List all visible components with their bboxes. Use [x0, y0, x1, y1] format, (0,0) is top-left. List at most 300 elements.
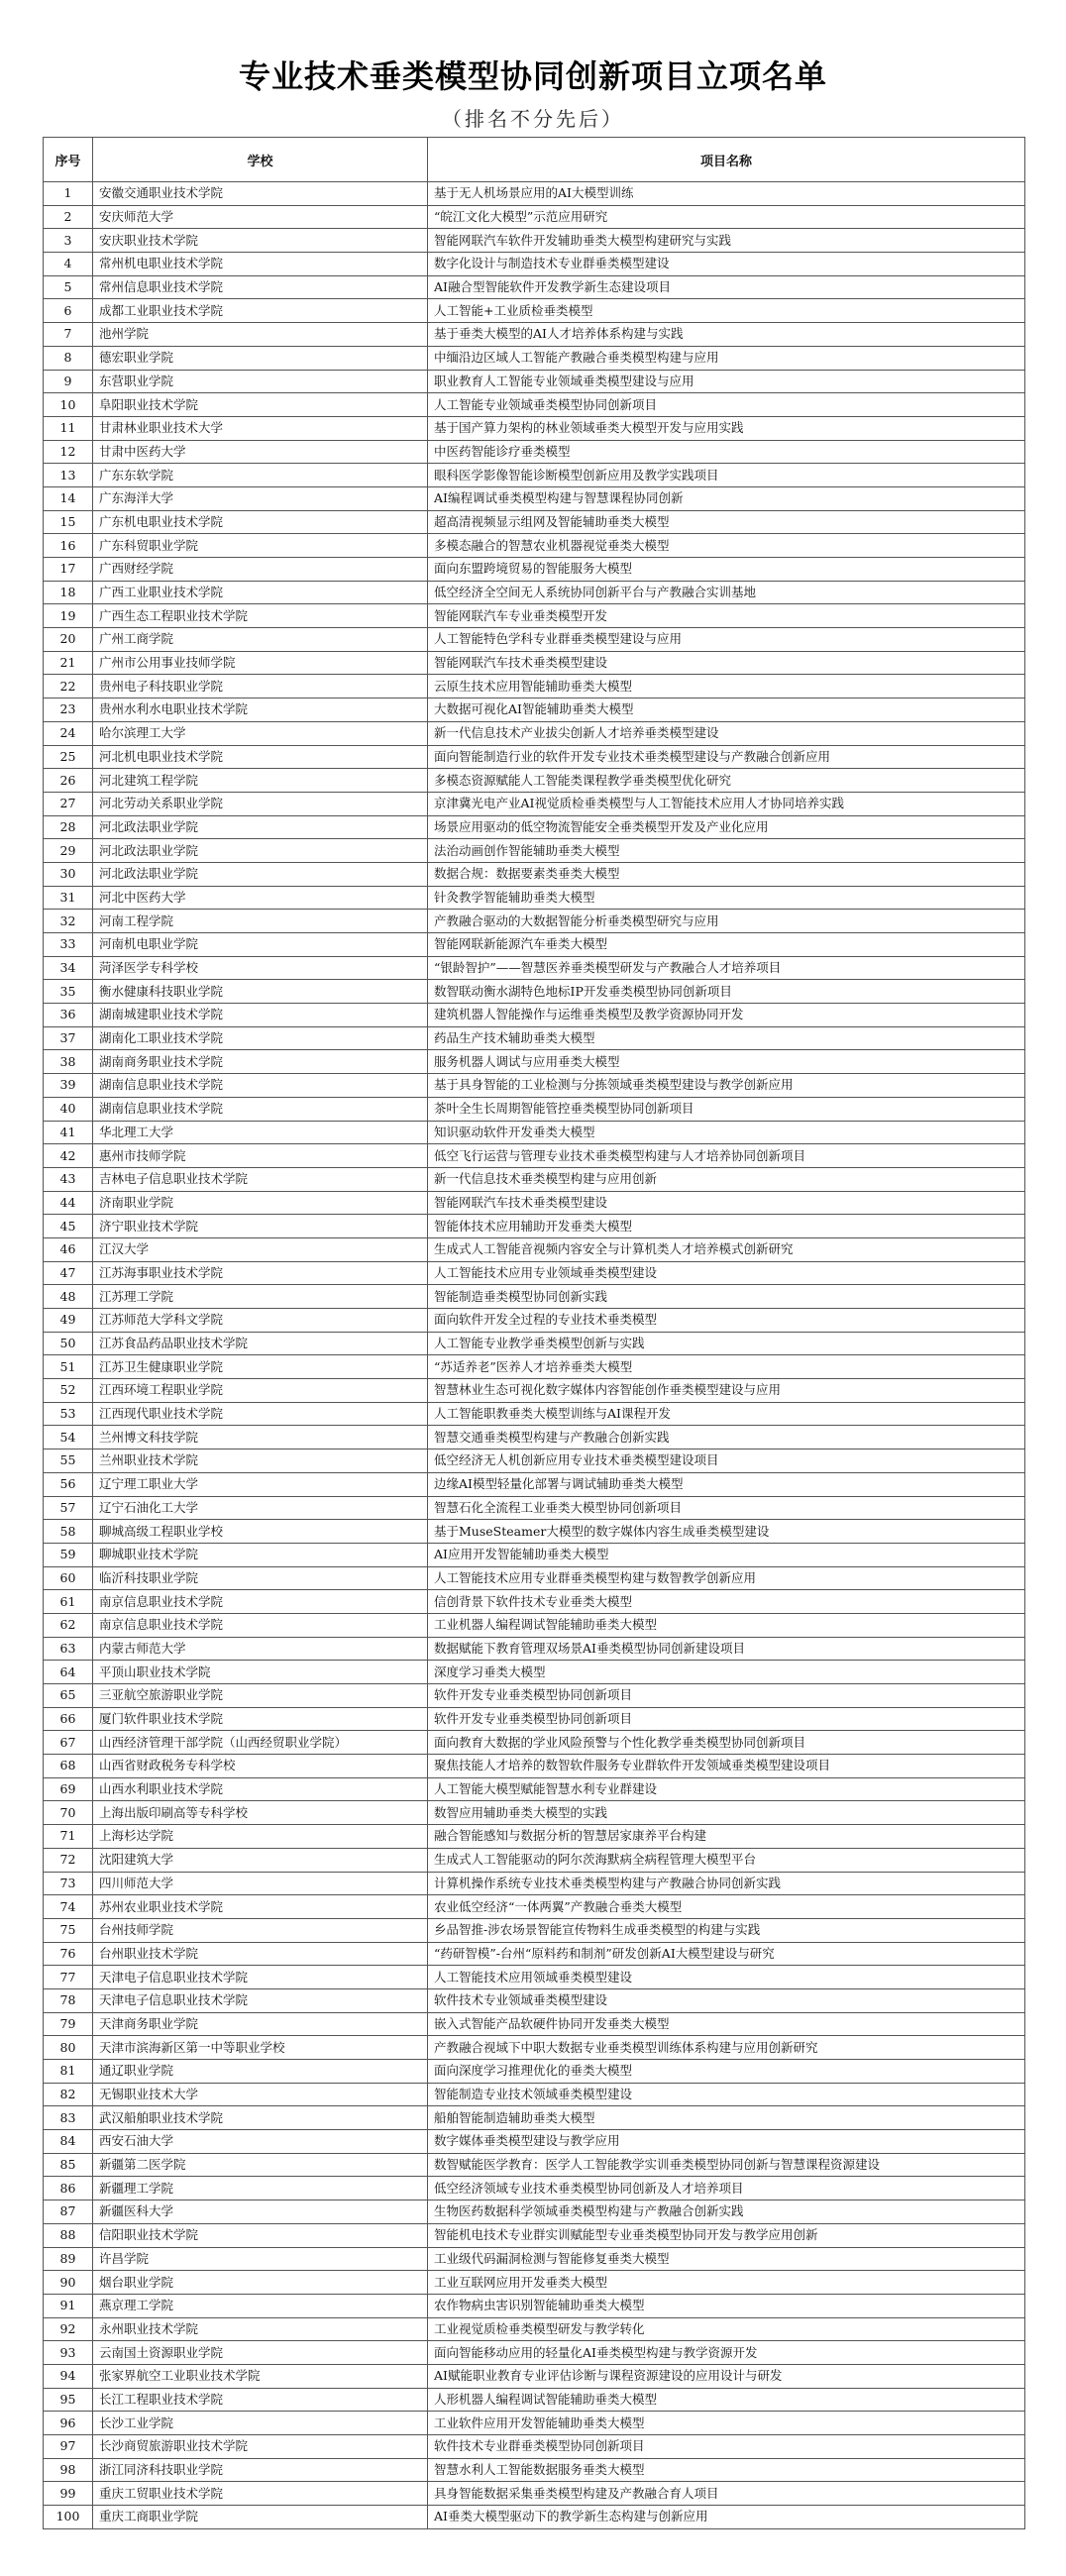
row-school: 聊城职业技术学院	[93, 1543, 428, 1566]
row-school: 湖南城建职业技术学院	[93, 1004, 428, 1027]
row-seq: 21	[44, 651, 93, 675]
table-row	[44, 2036, 1025, 2060]
table-row	[44, 2412, 1025, 2435]
row-school: 长江工程职业技术学院	[93, 2388, 428, 2412]
row-seq: 71	[44, 1825, 93, 1849]
table-row	[44, 1566, 1025, 1590]
table-row	[44, 1520, 1025, 1544]
row-project: 基于具身智能的工业检测与分拣领域垂类模型建设与教学创新应用	[428, 1074, 1025, 1098]
project-list-table	[43, 137, 1025, 2529]
row-school: 惠州市技师学院	[93, 1144, 428, 1168]
row-school: 浙江同济科技职业学院	[93, 2458, 428, 2482]
row-school: 通辽职业学院	[93, 2060, 428, 2084]
row-project: 软件开发专业垂类模型协同创新项目	[428, 1707, 1025, 1731]
row-project: 数据合规：数据要素类垂类大模型	[428, 862, 1025, 886]
row-seq: 23	[44, 698, 93, 722]
table-row	[44, 2458, 1025, 2482]
table-row	[44, 2153, 1025, 2177]
row-seq: 62	[44, 1613, 93, 1637]
row-school: 成都工业职业技术学院	[93, 299, 428, 323]
row-school: 天津市滨海新区第一中等职业学校	[93, 2036, 428, 2060]
row-project: 工业级代码漏洞检测与智能修复垂类大模型	[428, 2247, 1025, 2271]
row-school: 新疆第二医学院	[93, 2153, 428, 2177]
table-row	[44, 2388, 1025, 2412]
table-row	[44, 2130, 1025, 2154]
row-seq: 77	[44, 1966, 93, 1989]
row-seq: 42	[44, 1144, 93, 1168]
table-row	[44, 205, 1025, 229]
row-seq: 15	[44, 510, 93, 534]
row-project: 数字化设计与制造技术专业群垂类模型建设	[428, 253, 1025, 276]
row-seq: 50	[44, 1332, 93, 1355]
row-project: 农作物病虫害识别智能辅助垂类大模型	[428, 2294, 1025, 2317]
row-project: 工业软件应用开发智能辅助垂类大模型	[428, 2412, 1025, 2435]
row-seq: 86	[44, 2177, 93, 2200]
row-project: 法治动画创作智能辅助垂类大模型	[428, 839, 1025, 863]
row-project: 生成式人工智能音视频内容安全与计算机类人才培养模式创新研究	[428, 1237, 1025, 1261]
row-school: 广东科贸职业学院	[93, 534, 428, 558]
row-school: 云南国土资源职业学院	[93, 2341, 428, 2365]
row-project: 智慧水利人工智能数据服务垂类大模型	[428, 2458, 1025, 2482]
row-project: 数智应用辅助垂类大模型的实践	[428, 1801, 1025, 1825]
row-school: 河北机电职业技术学院	[93, 745, 428, 769]
table-row	[44, 510, 1025, 534]
row-seq: 19	[44, 604, 93, 628]
row-project: 智能网联汽车技术垂类模型建设	[428, 651, 1025, 675]
row-school: 厦门软件职业技术学院	[93, 1707, 428, 1731]
table-row	[44, 2060, 1025, 2084]
row-school: 三亚航空旅游职业学院	[93, 1684, 428, 1708]
row-project: 多模态融合的智慧农业机器视觉垂类大模型	[428, 534, 1025, 558]
row-project: “银龄智护”——智慧医养垂类模型研发与产教融合人才培养项目	[428, 956, 1025, 980]
row-school: 新疆理工学院	[93, 2177, 428, 2200]
row-seq: 45	[44, 1215, 93, 1238]
row-seq: 60	[44, 1566, 93, 1590]
row-school: 许昌学院	[93, 2247, 428, 2271]
row-school: 平顶山职业技术学院	[93, 1661, 428, 1684]
row-seq: 74	[44, 1895, 93, 1919]
row-seq: 8	[44, 346, 93, 370]
row-seq: 18	[44, 581, 93, 604]
row-seq: 11	[44, 416, 93, 440]
row-project: 数字媒体垂类模型建设与教学应用	[428, 2130, 1025, 2154]
table-row	[44, 1074, 1025, 1098]
row-project: 产教融合驱动的大数据智能分析垂类模型研究与应用	[428, 910, 1025, 933]
row-school: 河北政法职业学院	[93, 839, 428, 863]
row-school: 无锡职业技术大学	[93, 2083, 428, 2106]
row-seq: 12	[44, 440, 93, 464]
row-seq: 98	[44, 2458, 93, 2482]
table-row	[44, 1215, 1025, 1238]
table-row	[44, 2177, 1025, 2200]
row-project: 基于国产算力架构的林业领域垂类大模型开发与应用实践	[428, 416, 1025, 440]
row-school: 广东东软学院	[93, 464, 428, 487]
row-project: 智能网联新能源汽车垂类大模型	[428, 933, 1025, 957]
table-row	[44, 1237, 1025, 1261]
row-project: 面向软件开发全过程的专业技术垂类模型	[428, 1309, 1025, 1333]
row-school: 山西水利职业技术学院	[93, 1777, 428, 1801]
row-school: 湖南化工职业技术学院	[93, 1026, 428, 1050]
table-row	[44, 1050, 1025, 1074]
table-row	[44, 910, 1025, 933]
table-row	[44, 2271, 1025, 2295]
row-seq: 80	[44, 2036, 93, 2060]
row-school: 江西现代职业技术学院	[93, 1402, 428, 1426]
row-school: 江西环境工程职业学院	[93, 1379, 428, 1403]
table-row	[44, 1613, 1025, 1637]
table-row	[44, 2317, 1025, 2341]
table-row	[44, 393, 1025, 417]
table-row	[44, 604, 1025, 628]
row-project: “药研智模”-台州“原料药和制剂”研发创新AI大模型建设与研究	[428, 1942, 1025, 1966]
row-seq: 7	[44, 323, 93, 347]
row-seq: 81	[44, 2060, 93, 2084]
row-school: 永州职业技术学院	[93, 2317, 428, 2341]
row-school: 东营职业学院	[93, 370, 428, 393]
row-school: 河北政法职业学院	[93, 815, 428, 839]
row-project: 工业视觉质检垂类模型研发与教学转化	[428, 2317, 1025, 2341]
row-project: 数智联动衡水湖特色地标IP开发垂类模型协同创新项目	[428, 980, 1025, 1004]
row-seq: 6	[44, 299, 93, 323]
row-project: 生成式人工智能驱动的阿尔茨海默病全病程管理大模型平台	[428, 1848, 1025, 1872]
row-school: 江苏师范大学科文学院	[93, 1309, 428, 1333]
row-school: 衡水健康科技职业学院	[93, 980, 428, 1004]
table-row	[44, 370, 1025, 393]
row-seq: 56	[44, 1472, 93, 1496]
row-school: 西安石油大学	[93, 2130, 428, 2154]
row-school: 上海出版印刷高等专科学校	[93, 1801, 428, 1825]
row-school: 华北理工大学	[93, 1121, 428, 1144]
row-seq: 97	[44, 2435, 93, 2459]
row-project: “皖江文化大模型”示范应用研究	[428, 205, 1025, 229]
row-seq: 22	[44, 675, 93, 698]
row-project: AI应用开发智能辅助垂类大模型	[428, 1543, 1025, 1566]
table-row	[44, 1285, 1025, 1309]
row-seq: 58	[44, 1520, 93, 1544]
table-row	[44, 1449, 1025, 1473]
table-row	[44, 1872, 1025, 1895]
row-school: 吉林电子信息职业技术学院	[93, 1167, 428, 1191]
row-project: 聚焦技能人才培养的数智软件服务专业群软件开发领域垂类模型建设项目	[428, 1755, 1025, 1778]
table-row	[44, 1684, 1025, 1708]
table-row	[44, 182, 1025, 206]
table-row	[44, 675, 1025, 698]
table-row	[44, 815, 1025, 839]
row-seq: 92	[44, 2317, 93, 2341]
row-project: 人工智能专业教学垂类模型创新与实践	[428, 1332, 1025, 1355]
row-school: 台州技师学院	[93, 1918, 428, 1942]
row-project: 中缅沿边区域人工智能产教融合垂类模型构建与应用	[428, 346, 1025, 370]
row-seq: 3	[44, 229, 93, 253]
row-project: 人工智能职教垂类大模型训练与AI课程开发	[428, 1402, 1025, 1426]
document-subtitle: （排名不分先后）	[442, 107, 624, 131]
row-project: 工业互联网应用开发垂类大模型	[428, 2271, 1025, 2295]
table-row	[44, 253, 1025, 276]
table-row	[44, 1097, 1025, 1121]
table-row	[44, 1731, 1025, 1755]
table-row	[44, 1167, 1025, 1191]
row-project: 药品生产技术辅助垂类大模型	[428, 1026, 1025, 1050]
row-school: 重庆工商职业学院	[93, 2506, 428, 2529]
row-school: 贵州电子科技职业学院	[93, 675, 428, 698]
table-row	[44, 1942, 1025, 1966]
table-row	[44, 721, 1025, 745]
row-seq: 34	[44, 956, 93, 980]
table-row	[44, 745, 1025, 769]
row-project: 知识驱动软件开发垂类大模型	[428, 1121, 1025, 1144]
table-row	[44, 1261, 1025, 1285]
row-school: 天津商务职业学院	[93, 2012, 428, 2036]
row-seq: 38	[44, 1050, 93, 1074]
row-project: 乡品智推-涉农场景智能宣传物料生成垂类模型的构建与实践	[428, 1918, 1025, 1942]
row-seq: 2	[44, 205, 93, 229]
row-seq: 78	[44, 1988, 93, 2012]
row-seq: 87	[44, 2200, 93, 2224]
row-school: 信阳职业技术学院	[93, 2223, 428, 2247]
row-seq: 28	[44, 815, 93, 839]
row-school: 燕京理工学院	[93, 2294, 428, 2317]
table-row	[44, 416, 1025, 440]
row-school: 山西省财政税务专科学校	[93, 1755, 428, 1778]
row-seq: 96	[44, 2412, 93, 2435]
row-seq: 55	[44, 1449, 93, 1473]
row-seq: 84	[44, 2130, 93, 2154]
row-seq: 31	[44, 886, 93, 910]
row-seq: 70	[44, 1801, 93, 1825]
table-row	[44, 2482, 1025, 2506]
row-school: 菏泽医学专科学校	[93, 956, 428, 980]
header-project: 项目名称	[428, 138, 1025, 182]
row-school: 江苏卫生健康职业学院	[93, 1355, 428, 1379]
row-project: 基于无人机场景应用的AI大模型训练	[428, 182, 1025, 206]
row-school: 河北中医药大学	[93, 886, 428, 910]
row-seq: 24	[44, 721, 93, 745]
table-row	[44, 2012, 1025, 2036]
row-seq: 66	[44, 1707, 93, 1731]
row-seq: 73	[44, 1872, 93, 1895]
row-school: 兰州博文科技学院	[93, 1426, 428, 1449]
row-seq: 65	[44, 1684, 93, 1708]
row-project: 智慧林业生态可视化数字媒体内容智能创作垂类模型建设与应用	[428, 1379, 1025, 1403]
table-row	[44, 299, 1025, 323]
row-project: 生物医药数据科学领域垂类模型构建与产教融合创新实践	[428, 2200, 1025, 2224]
row-school: 内蒙古师范大学	[93, 1637, 428, 1661]
row-project: 农业低空经济“一体两翼”产教融合垂类大模型	[428, 1895, 1025, 1919]
row-school: 江苏理工学院	[93, 1285, 428, 1309]
row-project: 低空飞行运营与管理专业技术垂类模型构建与人才培养协同创新项目	[428, 1144, 1025, 1168]
row-seq: 48	[44, 1285, 93, 1309]
row-seq: 13	[44, 464, 93, 487]
row-school: 辽宁石油化工大学	[93, 1496, 428, 1520]
table-row	[44, 346, 1025, 370]
row-project: 基于垂类大模型的AI人才培养体系构建与实践	[428, 323, 1025, 347]
row-project: 智能体技术应用辅助开发垂类大模型	[428, 1215, 1025, 1238]
row-school: 江苏食品药品职业技术学院	[93, 1332, 428, 1355]
row-school: 哈尔滨理工大学	[93, 721, 428, 745]
table-row	[44, 1121, 1025, 1144]
row-project: 多模态资源赋能人工智能类课程教学垂类模型优化研究	[428, 769, 1025, 793]
row-seq: 16	[44, 534, 93, 558]
row-project: 新一代信息技术垂类模型构建与应用创新	[428, 1167, 1025, 1191]
row-school: 常州机电职业技术学院	[93, 253, 428, 276]
table-row	[44, 769, 1025, 793]
row-school: 德宏职业学院	[93, 346, 428, 370]
row-seq: 99	[44, 2482, 93, 2506]
row-school: 临沂科技职业学院	[93, 1566, 428, 1590]
row-project: AI融合型智能软件开发教学新生态建设项目	[428, 275, 1025, 299]
row-school: 安徽交通职业技术学院	[93, 182, 428, 206]
header-school: 学校	[93, 138, 428, 182]
row-school: 广州市公用事业技师学院	[93, 651, 428, 675]
row-project: 智能网联汽车技术垂类模型建设	[428, 1191, 1025, 1215]
row-seq: 32	[44, 910, 93, 933]
row-school: 兰州职业技术学院	[93, 1449, 428, 1473]
row-project: 服务机器人调试与应用垂类大模型	[428, 1050, 1025, 1074]
row-project: 低空经济全空间无人系统协同创新平台与产教融合实训基地	[428, 581, 1025, 604]
row-school: 南京信息职业技术学院	[93, 1613, 428, 1637]
row-seq: 46	[44, 1237, 93, 1261]
table-row	[44, 1918, 1025, 1942]
table-row	[44, 2341, 1025, 2365]
row-school: 新疆医科大学	[93, 2200, 428, 2224]
row-project: 人工智能技术应用专业群垂类模型构建与数智教学创新应用	[428, 1566, 1025, 1590]
row-school: 甘肃中医药大学	[93, 440, 428, 464]
row-project: 场景应用驱动的低空物流智能安全垂类模型开发及产业化应用	[428, 815, 1025, 839]
row-school: 广西财经学院	[93, 558, 428, 582]
row-project: 具身智能数据采集垂类模型构建及产教融合育人项目	[428, 2482, 1025, 2506]
table-row	[44, 1426, 1025, 1449]
row-project: 人工智能大模型赋能智慧水利专业群建设	[428, 1777, 1025, 1801]
row-school: 长沙工业学院	[93, 2412, 428, 2435]
row-project: 智能制造垂类模型协同创新实践	[428, 1285, 1025, 1309]
row-project: 人工智能+工业质检垂类模型	[428, 299, 1025, 323]
table-row	[44, 1825, 1025, 1849]
table-row	[44, 2200, 1025, 2224]
row-project: 低空经济领域专业技术垂类模型协同创新及人才培养项目	[428, 2177, 1025, 2200]
row-school: 沈阳建筑大学	[93, 1848, 428, 1872]
row-seq: 76	[44, 1942, 93, 1966]
row-seq: 30	[44, 862, 93, 886]
row-school: 江苏海事职业技术学院	[93, 1261, 428, 1285]
row-project: 人形机器人编程调试智能辅助垂类大模型	[428, 2388, 1025, 2412]
table-row	[44, 792, 1025, 815]
row-school: 辽宁理工职业大学	[93, 1472, 428, 1496]
row-project: 人工智能特色学科专业群垂类模型建设与应用	[428, 628, 1025, 652]
row-seq: 4	[44, 253, 93, 276]
row-seq: 95	[44, 2388, 93, 2412]
row-project: 边缘AI模型轻量化部署与调试辅助垂类大模型	[428, 1472, 1025, 1496]
row-project: 新一代信息技术产业拔尖创新人才培养垂类模型建设	[428, 721, 1025, 745]
row-school: 济宁职业技术学院	[93, 1215, 428, 1238]
row-school: 河北政法职业学院	[93, 862, 428, 886]
row-school: 聊城高级工程职业学校	[93, 1520, 428, 1544]
row-seq: 39	[44, 1074, 93, 1098]
row-seq: 33	[44, 933, 93, 957]
row-school: 阜阳职业技术学院	[93, 393, 428, 417]
row-school: 江汉大学	[93, 1237, 428, 1261]
document-title: 专业技术垂类模型协同创新项目立项名单	[238, 57, 827, 95]
row-seq: 54	[44, 1426, 93, 1449]
table-row	[44, 2294, 1025, 2317]
table-row	[44, 275, 1025, 299]
row-project: 计算机操作系统专业技术垂类模型构建与产教融合协同创新实践	[428, 1872, 1025, 1895]
table-row	[44, 628, 1025, 652]
row-seq: 47	[44, 1261, 93, 1285]
row-project: 建筑机器人智能操作与运维垂类模型及教学资源协同开发	[428, 1004, 1025, 1027]
row-seq: 68	[44, 1755, 93, 1778]
table-row	[44, 581, 1025, 604]
row-seq: 51	[44, 1355, 93, 1379]
row-seq: 72	[44, 1848, 93, 1872]
row-seq: 82	[44, 2083, 93, 2106]
table-row	[44, 698, 1025, 722]
row-seq: 26	[44, 769, 93, 793]
row-seq: 63	[44, 1637, 93, 1661]
row-project: 软件技术专业领域垂类模型建设	[428, 1988, 1025, 2012]
row-project: 基于MuseSteamer大模型的数字媒体内容生成垂类模型建设	[428, 1520, 1025, 1544]
row-school: 上海杉达学院	[93, 1825, 428, 1849]
table-row	[44, 1309, 1025, 1333]
row-school: 甘肃林业职业技术大学	[93, 416, 428, 440]
row-project: 深度学习垂类大模型	[428, 1661, 1025, 1684]
row-seq: 41	[44, 1121, 93, 1144]
row-project: 针灸教学智能辅助垂类大模型	[428, 886, 1025, 910]
table-row	[44, 933, 1025, 957]
row-seq: 14	[44, 486, 93, 510]
row-seq: 89	[44, 2247, 93, 2271]
table-row	[44, 1191, 1025, 1215]
row-school: 常州信息职业技术学院	[93, 275, 428, 299]
row-school: 南京信息职业技术学院	[93, 1590, 428, 1614]
row-school: 山西经济管理干部学院（山西经贸职业学院）	[93, 1731, 428, 1755]
table-row	[44, 862, 1025, 886]
row-project: 信创背景下软件技术专业垂类大模型	[428, 1590, 1025, 1614]
row-seq: 83	[44, 2106, 93, 2130]
table-row	[44, 956, 1025, 980]
row-seq: 85	[44, 2153, 93, 2177]
row-seq: 36	[44, 1004, 93, 1027]
table-row	[44, 1707, 1025, 1731]
table-row	[44, 229, 1025, 253]
row-project: 数据赋能下教育管理双场景AI垂类模型协同创新建设项目	[428, 1637, 1025, 1661]
row-seq: 49	[44, 1309, 93, 1333]
table-row	[44, 1661, 1025, 1684]
row-seq: 1	[44, 182, 93, 206]
row-seq: 69	[44, 1777, 93, 1801]
row-project: “苏适养老”医养人才培养垂类大模型	[428, 1355, 1025, 1379]
row-school: 安庆职业技术学院	[93, 229, 428, 253]
row-seq: 20	[44, 628, 93, 652]
row-school: 广东机电职业技术学院	[93, 510, 428, 534]
row-project: 面向东盟跨境贸易的智能服务大模型	[428, 558, 1025, 582]
row-project: 智能机电技术专业群实训赋能型专业垂类模型协同开发与教学应用创新	[428, 2223, 1025, 2247]
table-row	[44, 1004, 1025, 1027]
row-seq: 90	[44, 2271, 93, 2295]
row-project: 智慧交通垂类模型构建与产教融合创新实践	[428, 1426, 1025, 1449]
row-seq: 88	[44, 2223, 93, 2247]
row-project: 数智赋能医学教育：医学人工智能教学实训垂类模型协同创新与智慧课程资源建设	[428, 2153, 1025, 2177]
row-seq: 43	[44, 1167, 93, 1191]
row-project: 面向智能移动应用的轻量化AI垂类模型构建与教学资源开发	[428, 2341, 1025, 2365]
row-school: 河北建筑工程学院	[93, 769, 428, 793]
row-seq: 61	[44, 1590, 93, 1614]
table-row	[44, 886, 1025, 910]
table-row	[44, 440, 1025, 464]
table-row	[44, 1332, 1025, 1355]
table-row	[44, 2506, 1025, 2529]
row-project: 智能网联汽车专业垂类模型开发	[428, 604, 1025, 628]
row-school: 贵州水利水电职业技术学院	[93, 698, 428, 722]
